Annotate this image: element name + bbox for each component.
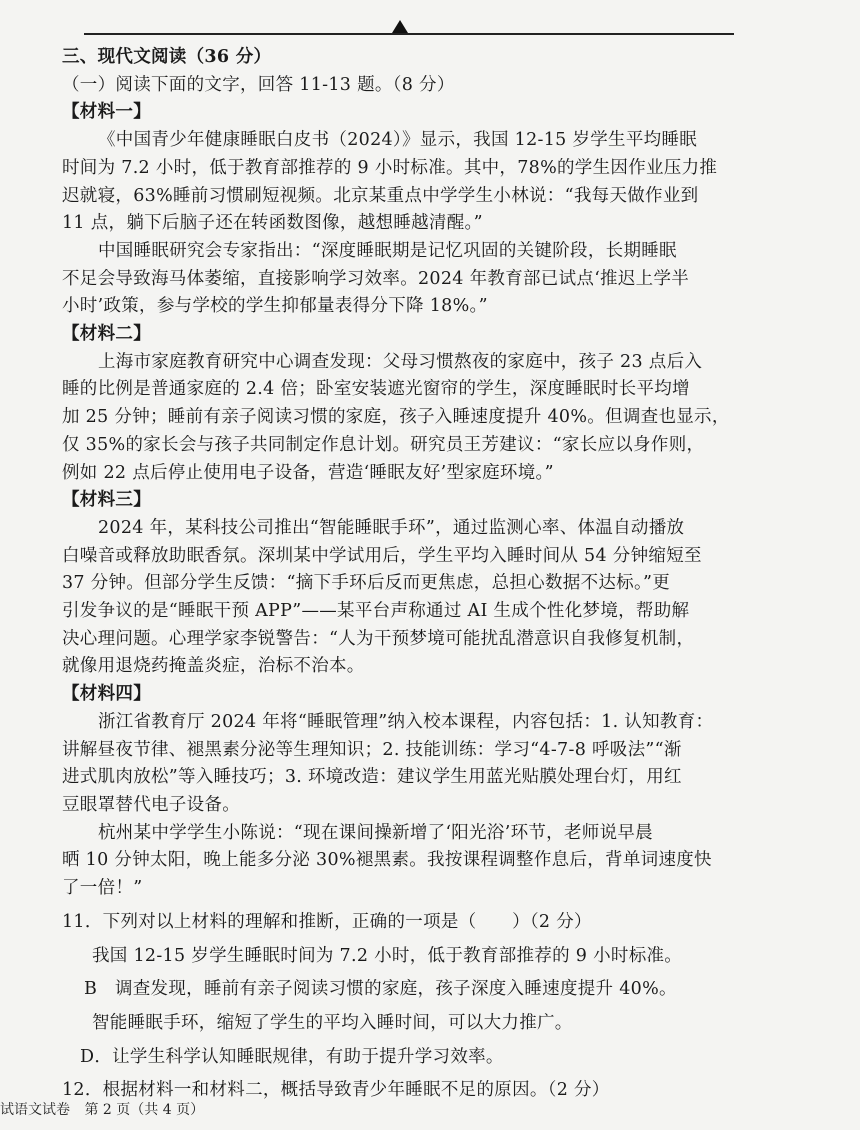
section-instruction: （一）阅读下面的文字，回答 11-13 题。（8 分） [62, 74, 455, 95]
material3-heading: 【材料三】 [62, 490, 151, 511]
material2-heading: 【材料二】 [62, 324, 151, 345]
material4-line: 豆眼罩替代电子设备。 [62, 794, 240, 815]
page-footer [0, 1099, 214, 1119]
material4-heading: 【材料四】 [62, 684, 151, 705]
material2-line: 仅 35%的家长会与孩子共同制定作息计划。研究员王芳建议：“家长应以身作则， [62, 434, 705, 455]
material1-line: 不足会导致海马体萎缩，直接影响学习效率。2024 年教育部已试点‘推迟上学半 [62, 268, 690, 289]
material3-line: 白噪音或释放助眠香氛。深圳某中学试用后，学生平均入睡时间从 54 分钟缩短至 [62, 545, 702, 566]
material1-line: 小时’政策，参与学校的学生抑郁量表得分下降 18%。” [62, 296, 488, 317]
material1-heading: 【材料一】 [62, 102, 151, 123]
material3-line: 决心理问题。心理学家李锐警告：“人为干预梦境可能扰乱潜意识自我修复机制， [62, 628, 695, 649]
material3-line: 37 分钟。但部分学生反馈：“摘下手环后反而更焦虑，总担心数据不达标。”更 [62, 573, 671, 594]
material3-line: 引发争议的是“睡眠干预 APP”——某平台声称通过 AI 生成个性化梦境，帮助解 [62, 601, 690, 622]
material1-line: 迟就寝，63%睡前习惯刷短视频。北京某重点中学学生小林说：“我每天做作业到 [62, 185, 699, 206]
material4-line: 进式肌肉放松”等入睡技巧；3. 环境改造：建议学生用蓝光贴膜处理台灯，用红 [62, 767, 682, 788]
question-11-option-a: 我国 12-15 岁学生睡眠时间为 7.2 小时，低于教育部推荐的 9 小时标准。 [92, 945, 683, 966]
top-rule [84, 33, 734, 35]
material1-line: 《中国青少年健康睡眠白皮书（2024）》显示，我国 12-15 岁学生平均睡眠 [98, 130, 698, 151]
question-12-stem: 12．根据材料一和材料二，概括导致青少年睡眠不足的原因。（2 分） [62, 1080, 610, 1101]
question-11-option-d: D．让学生科学认知睡眠规律，有助于提升学习效率。 [80, 1046, 504, 1067]
question-11-option-b: B 调查发现，睡前有亲子阅读习惯的家庭，孩子深度入睡速度提升 40%。 [84, 979, 677, 1000]
material1-line: 11 点，躺下后脑子还在转函数图像，越想睡越清醒。” [62, 213, 483, 234]
question-11-stem: 11．下列对以上材料的理解和推断，正确的一项是（ ）（2 分） [62, 911, 592, 932]
material4-line: 讲解昼夜节律、褪黑素分泌等生理知识；2. 技能训练：学习“4-7-8 呼吸法”“渐 [62, 739, 682, 760]
material4-line: 晒 10 分钟太阳，晚上能多分泌 30%褪黑素。我按课程调整作息后，背单词速度快 [62, 850, 712, 871]
material2-line: 睡的比例是普通家庭的 2.4 倍；卧室安装遮光窗帘的学生，深度睡眠时长平均增 [62, 379, 690, 400]
material3-line: 2024 年，某科技公司推出“智能睡眠手环”，通过监测心率、体温自动播放 [98, 517, 685, 538]
material2-line: 加 25 分钟；睡前有亲子阅读习惯的家庭，孩子入睡速度提升 40%。但调查也显示， [62, 407, 730, 428]
section-title: 三、现代文阅读（36 分） [62, 47, 272, 67]
material2-line: 例如 22 点后停止使用电子设备，营造‘睡眠友好’型家庭环境。” [62, 462, 554, 483]
material4-line: 浙江省教育厅 2024 年将“睡眠管理”纳入校本课程，内容包括：1. 认知教育： [98, 711, 714, 732]
footer-page-number: 第 2 页（共 4 页） [84, 1102, 205, 1118]
question-11-option-c: 智能睡眠手环，缩短了学生的平均入睡时间，可以大力推广。 [92, 1012, 573, 1033]
material1-line: 中国睡眠研究会专家指出：“深度睡眠期是记忆巩固的关键阶段，长期睡眠 [98, 240, 677, 261]
material2-line: 上海市家庭教育研究中心调查发现：父母习惯熬夜的家庭中，孩子 23 点后入 [98, 351, 703, 372]
triangle-marker-icon [392, 20, 408, 33]
exam-page-body [62, 44, 752, 1105]
material3-line: 就像用退烧药掩盖炎症，治标不治本。 [62, 656, 365, 677]
footer-exam-name: 试语文试卷 [0, 1102, 70, 1118]
material4-line: 杭州某中学学生小陈说：“现在课间操新增了‘阳光浴’环节，老师说早晨 [98, 822, 653, 843]
material4-line: 了一倍！” [62, 878, 143, 899]
material1-line: 时间为 7.2 小时，低于教育部推荐的 9 小时标准。其中，78%的学生因作业压力推 [62, 157, 718, 178]
